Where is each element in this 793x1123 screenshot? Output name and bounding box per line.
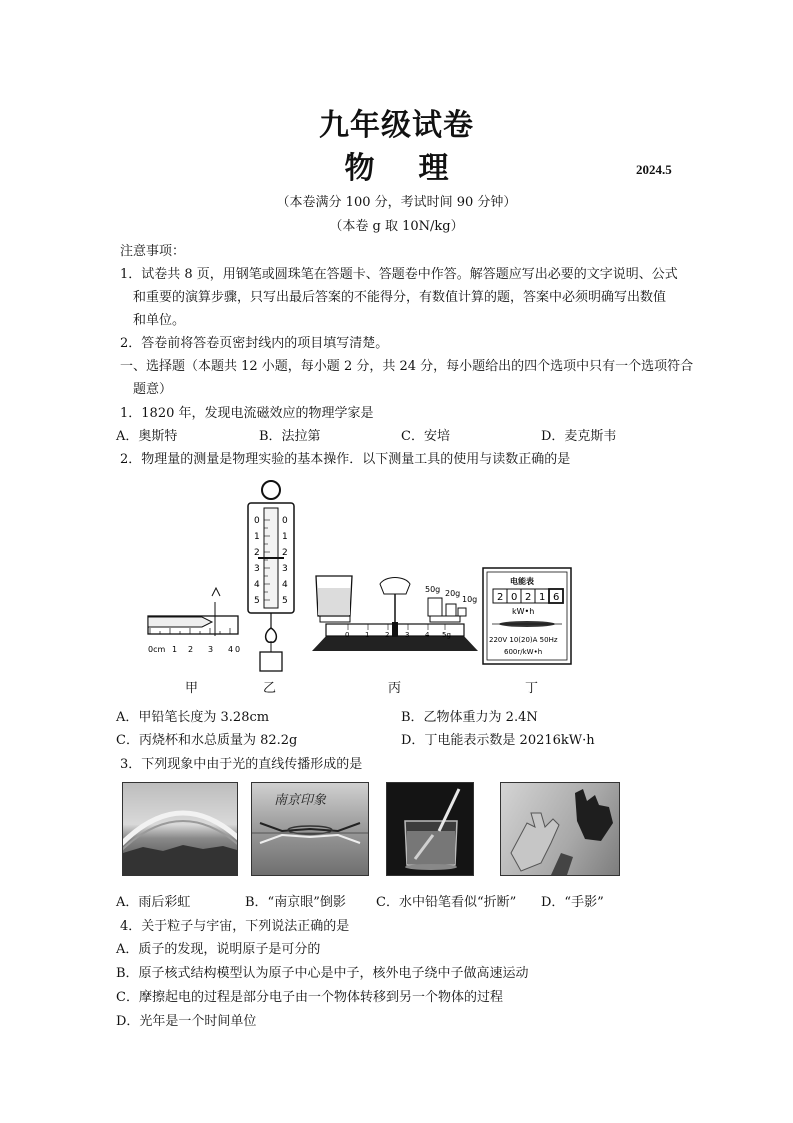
spring-left-5: 5: [254, 596, 260, 606]
rainbow-photo: [122, 782, 238, 876]
hand-and-shadow: [501, 783, 619, 875]
notice-item2: 2．答卷前将答卷页密封线内的项目填写清楚。: [120, 336, 389, 351]
q3-option-d[interactable]: D．“手影”: [541, 895, 604, 910]
figure-label-yi: 乙: [263, 681, 277, 696]
spring-right-5: 5: [282, 596, 288, 606]
weight-20g: [446, 604, 456, 616]
ruler-tick-1: 1: [172, 645, 178, 654]
subject-char-2: 理: [418, 151, 449, 186]
q4-option-b[interactable]: B．原子核式结构模型认为原子中心是中子，核外电子绕中子做高速运动: [116, 966, 529, 981]
q1-option-d[interactable]: D．麦克斯韦: [541, 429, 617, 444]
glass-with-pencil: [387, 783, 473, 875]
section1-heading-cont: 题意）: [133, 382, 173, 397]
meter-digit-1: 2: [497, 592, 504, 603]
meter-unit: kW•h: [512, 607, 535, 616]
hanging-block: [260, 652, 282, 671]
notice-heading: 注意事项：: [120, 244, 186, 259]
ruler-with-pencil: [148, 588, 240, 654]
ruler-tick-3: 3: [208, 645, 214, 654]
meter-title: 电能表: [510, 577, 534, 586]
section1-heading: 一、选择题（本题共 12 小题，每小题 2 分，共 24 分，每小题给出的四个选项中只有一个选项符合: [120, 359, 694, 374]
right-pan: [430, 616, 460, 622]
lever-balance: [312, 576, 478, 651]
balance-tick-0: 0: [345, 631, 350, 639]
ruler-end-label: 0: [235, 645, 241, 654]
notice-item1-line1: 1．试卷共 8 页，用钢笔或圆珠笔在答题卡、答题卷中作答。解答题应写出必要的文字说明、公式: [120, 267, 678, 282]
ruler-tick-2: 2: [188, 645, 194, 654]
q2-option-b[interactable]: B．乙物体重力为 2.4N: [401, 710, 538, 725]
pencil-in-water-photo: [386, 782, 474, 876]
spring-left-0: 0: [254, 516, 260, 526]
spring-right-2: 2: [282, 548, 288, 558]
left-pan: [320, 616, 350, 622]
pencil-tip-marker: [212, 588, 220, 596]
spring-left-2: 2: [254, 548, 260, 558]
spring-scale-hook: [266, 628, 277, 642]
q4-option-d[interactable]: D．光年是一个时间单位: [116, 1014, 257, 1029]
q3-stem: 3．下列现象中由于光的直线传播形成的是: [120, 757, 363, 772]
weight-10g: [458, 608, 466, 616]
gravity-note: （本卷 g 取 10N/kg）: [329, 219, 464, 234]
figure-label-ding: 丁: [525, 681, 539, 696]
spring-left-4: 4: [254, 580, 260, 590]
balance-tick-5: 5g: [442, 631, 451, 639]
weight-50g: [428, 598, 442, 616]
q1-option-c[interactable]: C．安培: [401, 429, 450, 444]
figure-label-jia: 甲: [185, 681, 199, 696]
exam-title: 九年级试卷: [319, 108, 474, 143]
balance-dial: [380, 577, 410, 594]
exam-date: 2024.5: [636, 162, 672, 177]
balance-tick-4: 4: [425, 631, 430, 639]
ruler-tick-4: 4: [228, 645, 234, 654]
nanjing-eye-photo: [251, 782, 369, 876]
pencil: [148, 617, 212, 627]
q3-option-b[interactable]: B．“南京眼”倒影: [245, 895, 346, 910]
q1-option-a[interactable]: A．奥斯特: [116, 429, 178, 444]
q3-option-c[interactable]: C．水中铅笔看似“折断”: [376, 895, 517, 910]
spring-right-1: 1: [282, 532, 288, 542]
figure-label-bing: 丙: [388, 681, 402, 696]
bridge-reflection: [252, 783, 368, 875]
hand-shadow-photo: [500, 782, 620, 876]
q2-measurement-figure: [140, 476, 580, 672]
subject-title: [0, 143, 793, 187]
subject-char-1: 物: [344, 151, 375, 186]
score-time-note: （本卷满分 100 分，考试时间 90 分钟）: [276, 195, 517, 210]
weight-label-50g: 50g: [425, 585, 441, 594]
balance-tick-3: 3: [405, 631, 410, 639]
energy-meter: [483, 568, 571, 664]
spring-right-3: 3: [282, 564, 288, 574]
meter-digit-3: 2: [525, 592, 532, 603]
beaker-water: [318, 588, 350, 615]
q3-option-a[interactable]: A．雨后彩虹: [116, 895, 191, 910]
weight-label-10g: 10g: [462, 595, 478, 604]
spring-right-0: 0: [282, 516, 288, 526]
q4-option-a[interactable]: A．质子的发现，说明原子是可分的: [116, 942, 321, 957]
rainbow-arc: [123, 783, 237, 875]
notice-item1-line2: 和重要的演算步骤，只写出最后答案的不能得分，有数值计算的题，答案中必须明确写出数值: [133, 290, 667, 305]
q4-option-c[interactable]: C．摩擦起电的过程是部分电子由一个物体转移到另一个物体的过程: [116, 990, 503, 1005]
meter-digit-2: 0: [511, 592, 518, 603]
meter-spec2: 600r/kW•h: [504, 648, 543, 656]
meter-spec1: 220V 10(20)A 50Hz: [489, 636, 558, 644]
q4-stem: 4．关于粒子与宇宙，下列说法正确的是: [120, 919, 350, 934]
balance-tick-2: 2: [385, 631, 390, 639]
q2-stem: 2．物理量的测量是物理实验的基本操作．以下测量工具的使用与读数正确的是: [120, 452, 571, 467]
meter-digit-5: 6: [553, 592, 560, 603]
q1-stem: 1．1820 年，发现电流磁效应的物理学家是: [120, 406, 374, 421]
photo-caption: 南京印象: [274, 793, 327, 808]
q1-option-b[interactable]: B．法拉第: [259, 429, 321, 444]
ruler-tick-0: 0cm: [148, 645, 166, 654]
notice-item1-line3: 和单位。: [133, 313, 186, 328]
q2-option-a[interactable]: A．甲铅笔长度为 3.28cm: [116, 710, 270, 725]
meter-digit-4: 1: [539, 592, 546, 603]
balance-tick-1: 1: [365, 631, 370, 639]
balance-rider: [392, 622, 398, 637]
spring-scale-ring: [262, 481, 280, 499]
spring-left-3: 3: [254, 564, 260, 574]
q2-option-c[interactable]: C．丙烧杯和水总质量为 82.2g: [116, 733, 298, 748]
spring-right-4: 4: [282, 580, 288, 590]
spring-left-1: 1: [254, 532, 260, 542]
q2-option-d[interactable]: D．丁电能表示数是 20216kW·h: [401, 733, 595, 748]
spring-scale: [248, 481, 294, 671]
weight-label-20g: 20g: [445, 589, 461, 598]
